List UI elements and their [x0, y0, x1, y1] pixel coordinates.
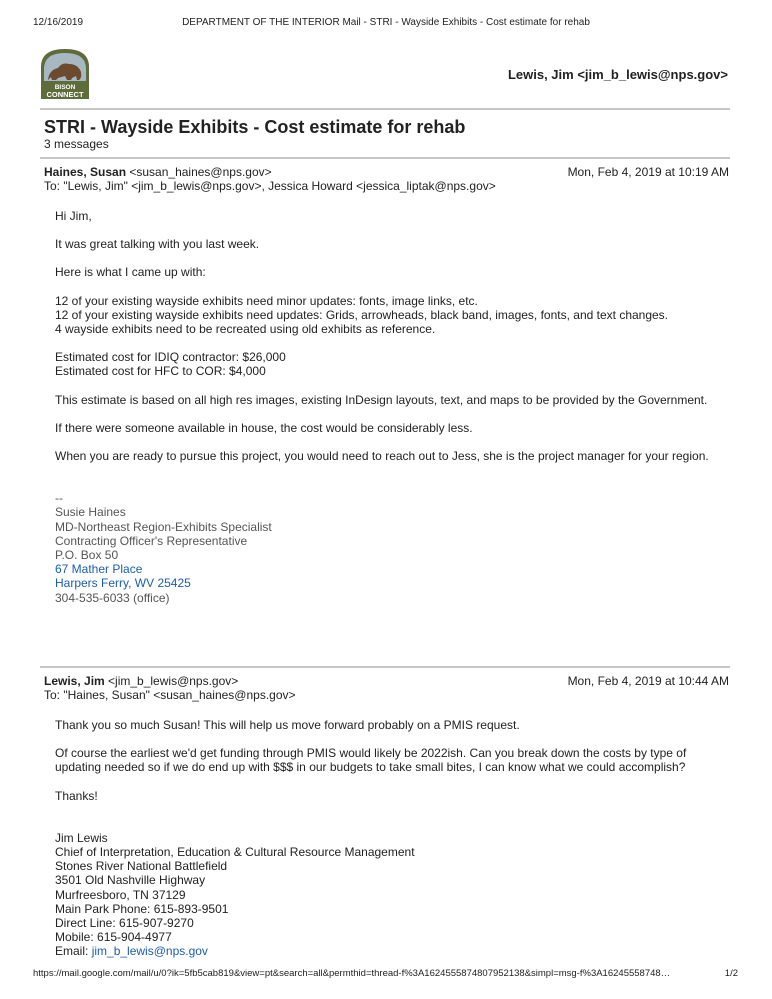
signature-line: 3501 Old Nashville Highway — [55, 873, 206, 888]
cost-line: Estimated cost for HFC to COR: $4,000 — [55, 364, 266, 379]
sender-email: <susan_haines@nps.gov> — [126, 165, 272, 179]
signature-line: Main Park Phone: 615-893-9501 — [55, 901, 229, 916]
body-paragraph: When you are ready to pursue this project, you would need to reach out to Jess, she is the project manager for your region. — [55, 449, 709, 464]
signature-line: Susie Haines — [55, 505, 126, 520]
body-paragraph: If there were someone available in house, the cost would be considerably less. — [55, 420, 473, 435]
svg-text:CONNECT: CONNECT — [46, 90, 84, 99]
signature-line — [55, 944, 715, 958]
sender-name: Haines, Susan — [44, 165, 127, 179]
cost-line: Estimated cost for IDIQ contractor: $26,000 — [55, 350, 286, 365]
message-date: Mon, Feb 4, 2019 at 10:19 AM — [567, 165, 729, 179]
email-link[interactable]: jim_b_lewis@nps.gov — [91, 944, 208, 959]
recipients: To: "Lewis, Jim" <jim_b_lewis@nps.gov>, Jessica Howard <jessica_liptak@nps.gov> — [44, 179, 496, 193]
update-line: 12 of your existing wayside exhibits need minor updates: fonts, image links, etc. — [55, 293, 478, 308]
message-count: 3 messages — [44, 137, 109, 151]
message-header — [44, 674, 729, 702]
signature-line: Direct Line: 615-907-9270 — [55, 916, 194, 931]
email-label: Email: — [55, 944, 92, 959]
signature — [55, 831, 715, 959]
thread-subject: STRI - Wayside Exhibits - Cost estimate for rehab — [44, 117, 466, 137]
body-paragraph: Of course the earliest we'd get funding through PMIS would likely be 2022ish. Can you break down the costs by type of updating needed so if we do end up with $$$ in our budgets to take small bites, I can know what we could accomplish? — [55, 746, 687, 775]
divider — [40, 157, 730, 159]
message-body — [55, 209, 715, 605]
signature-line: Murfreesboro, TN 37129 — [55, 887, 186, 902]
address-link[interactable]: Harpers Ferry, WV 25425 — [55, 576, 191, 591]
address-link[interactable]: 67 Mather Place — [55, 562, 143, 577]
print-date: 12/16/2019 — [33, 17, 84, 28]
sender-name: Lewis, Jim — [44, 674, 105, 688]
body-paragraph: This estimate is based on all high res images, existing InDesign layouts, text, and maps to be provided by the Government. — [55, 392, 708, 407]
body-paragraph: Thank you so much Susan! This will help us move forward probably on a PMIS request. — [55, 718, 520, 732]
signature-line: Chief of Interpretation, Education & Cultural Resource Management — [55, 845, 415, 860]
svg-text:BISON: BISON — [54, 84, 76, 91]
print-title: DEPARTMENT OF THE INTERIOR Mail - STRI - Wayside Exhibits - Cost estimate for rehab — [182, 17, 590, 28]
divider — [40, 666, 730, 668]
signature-line: MD-Northeast Region-Exhibits Specialist — [55, 519, 272, 534]
message-body — [55, 718, 715, 959]
body-paragraph: Here is what I came up with: — [55, 265, 206, 280]
message-header — [44, 165, 729, 193]
signature — [55, 491, 715, 605]
bison-connect-logo — [38, 47, 92, 101]
signature-line: Stones River National Battlefield — [55, 859, 228, 874]
signature-line: P.O. Box 50 — [55, 548, 119, 563]
body-paragraph: Thanks! — [55, 788, 98, 803]
greeting: Hi Jim, — [55, 209, 92, 223]
signature-line: 304-535-6033 (office) — [55, 590, 170, 605]
sender-email: <jim_b_lewis@nps.gov> — [104, 674, 239, 688]
signature-line: Jim Lewis — [55, 830, 108, 845]
page-number: 1/2 — [724, 968, 738, 979]
print-url: https://mail.google.com/mail/u/0?ik=5fb5cab819&view=pt&search=all&permthid=thread-f%3A1624555874807952138&simpl=msg-f%3A16245558748… — [33, 968, 671, 979]
divider — [40, 108, 730, 110]
signature-line: -- — [55, 491, 63, 506]
message-date: Mon, Feb 4, 2019 at 10:44 AM — [567, 674, 729, 688]
account-name: Lewis, Jim <jim_b_lewis@nps.gov> — [507, 67, 728, 82]
recipients: To: "Haines, Susan" <susan_haines@nps.gov> — [44, 688, 296, 702]
update-line: 4 wayside exhibits need to be recreated using old exhibits as reference. — [55, 322, 436, 337]
signature-line: Mobile: 615-904-4977 — [55, 930, 172, 945]
body-paragraph: It was great talking with you last week. — [55, 237, 260, 252]
signature-line: Contracting Officer's Representative — [55, 533, 248, 548]
update-line: 12 of your existing wayside exhibits need updates: Grids, arrowheads, black band, images, fonts, and text changes. — [55, 307, 669, 322]
